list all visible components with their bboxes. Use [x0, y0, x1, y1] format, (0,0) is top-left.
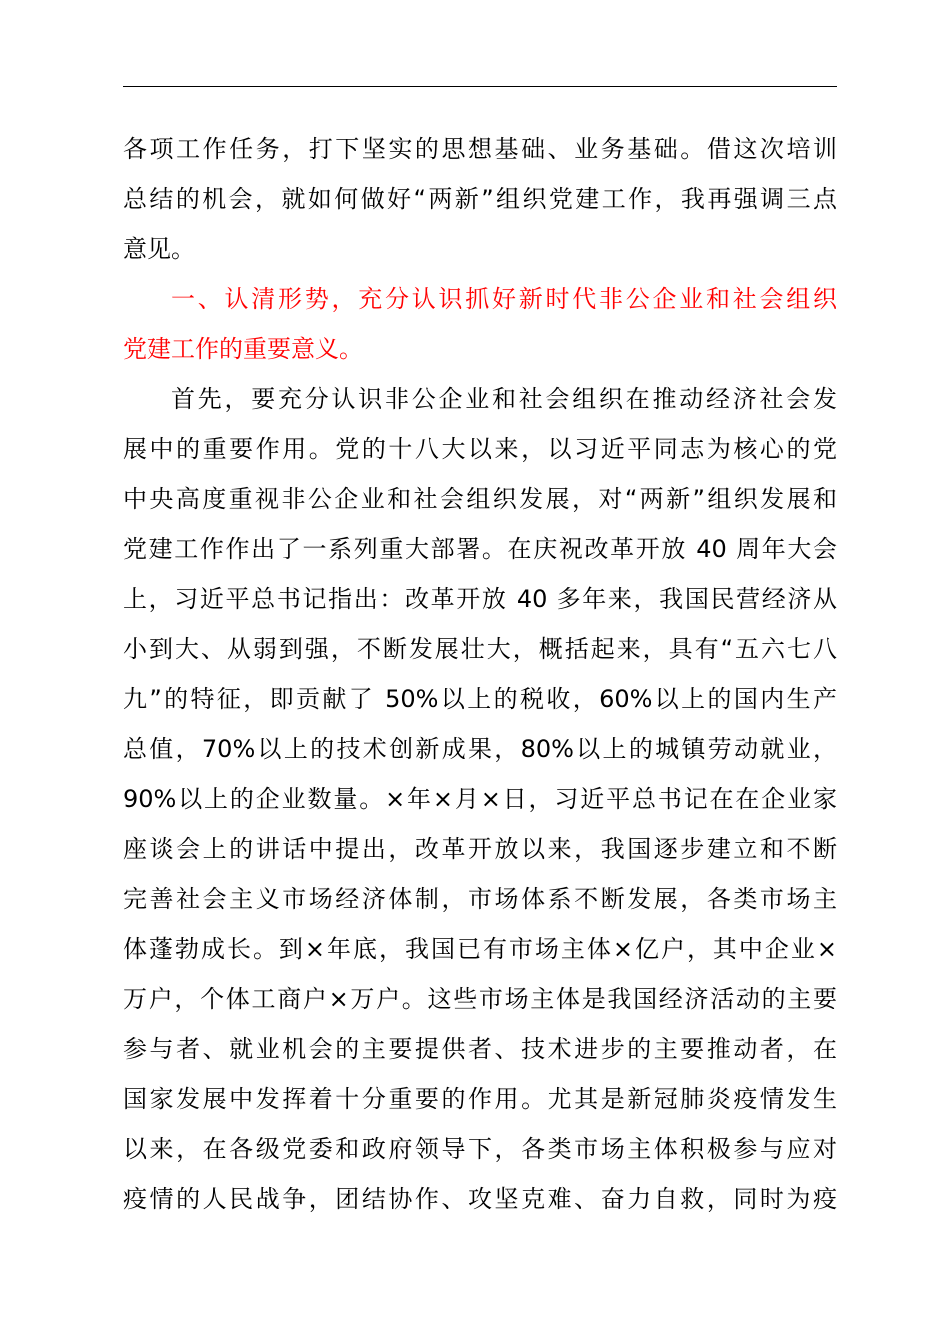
section-heading-line-2: 党建工作的重要意义。	[123, 335, 363, 363]
body-line-14: 90%以上的企业数量。×年×月×日，习近平总书记在在企业家	[123, 785, 837, 813]
body-line-20: 国家发展中发挥着十分重要的作用。尤其是新冠肺炎疫情发生	[123, 1085, 837, 1113]
body-line-19: 参与者、就业机会的主要提供者、技术进步的主要推动者，在	[123, 1035, 837, 1063]
body-line-12: 九”的特征，即贡献了 50%以上的税收，60%以上的国内生产	[123, 685, 837, 713]
body-line-15: 座谈会上的讲话中提出，改革开放以来，我国逐步建立和不断	[123, 835, 837, 863]
body-line-21: 以来，在各级党委和政府领导下，各类市场主体积极参与应对	[123, 1135, 837, 1163]
body-line-3: 意见。	[123, 235, 195, 263]
section-heading-line-1: 一、认清形势，充分认识抓好新时代非公企业和社会组织	[171, 285, 837, 313]
body-line-1: 各项工作任务，打下坚实的思想基础、业务基础。借这次培训	[123, 135, 837, 163]
body-line-6: 首先，要充分认识非公企业和社会组织在推动经济社会发	[171, 385, 837, 413]
body-line-2: 总结的机会，就如何做好“两新”组织党建工作，我再强调三点	[123, 185, 837, 213]
body-line-17: 体蓬勃成长。到×年底，我国已有市场主体×亿户，其中企业×	[123, 935, 837, 963]
body-line-18: 万户，个体工商户×万户。这些市场主体是我国经济活动的主要	[123, 985, 837, 1013]
body-line-22: 疫情的人民战争，团结协作、攻坚克难、奋力自救，同时为疫	[123, 1185, 837, 1213]
body-line-13: 总值，70%以上的技术创新成果，80%以上的城镇劳动就业，	[123, 735, 837, 763]
body-line-16: 完善社会主义市场经济体制，市场体系不断发展，各类市场主	[123, 885, 837, 913]
body-line-11: 小到大、从弱到强，不断发展壮大，概括起来，具有“五六七八	[123, 635, 837, 663]
body-line-7: 展中的重要作用。党的十八大以来，以习近平同志为核心的党	[123, 435, 837, 463]
header-rule	[123, 86, 837, 87]
body-line-8: 中央高度重视非公企业和社会组织发展，对“两新”组织发展和	[123, 485, 837, 513]
body-line-9: 党建工作作出了一系列重大部署。在庆祝改革开放 40 周年大会	[123, 535, 837, 563]
body-line-10: 上，习近平总书记指出：改革开放 40 多年来，我国民营经济从	[123, 585, 837, 613]
